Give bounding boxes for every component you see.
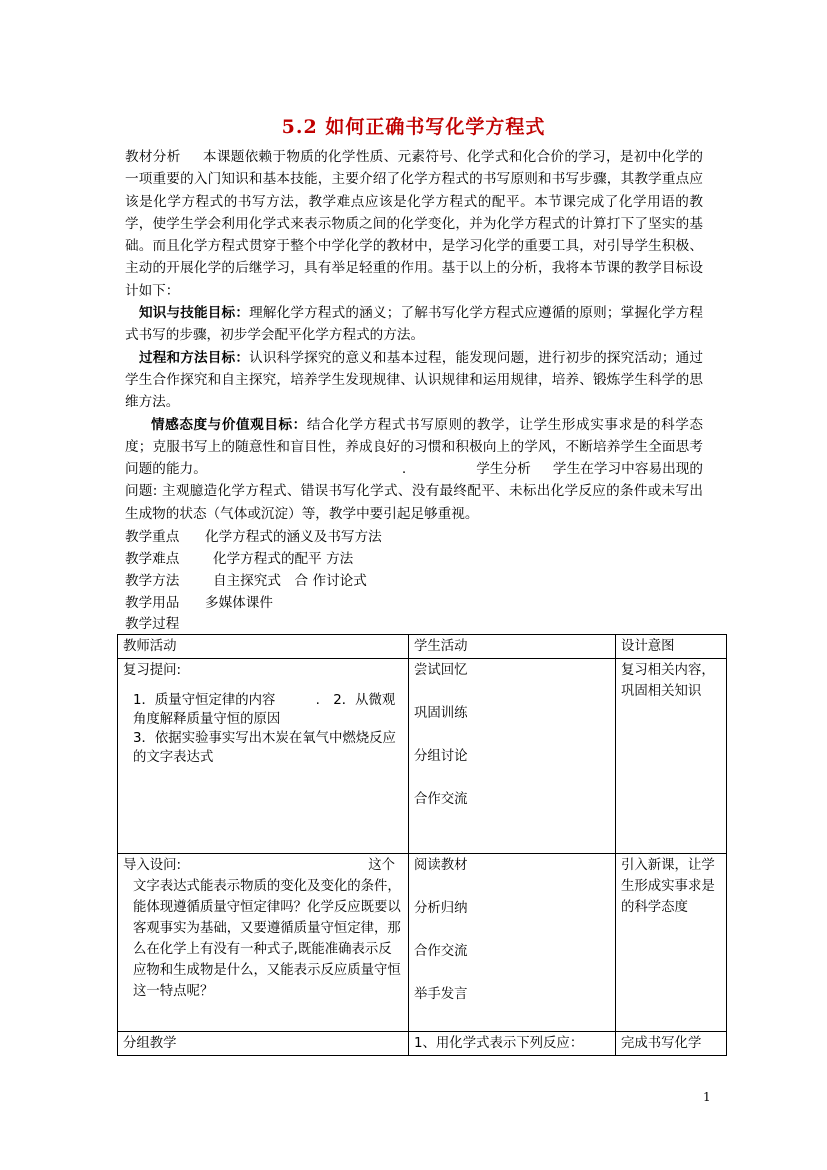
table-row xyxy=(118,854,727,1032)
table-row xyxy=(118,1032,727,1056)
goal-process-label: 过程和方法目标： xyxy=(139,349,250,366)
goal-process-text: 认识科学探究的意义和基本过程，能发现问题，进行初步的探究活动；通过学生合作探究和自主探究，培养学生发现规律、认识规律和运用规律，培养、锻炼学生科学的思维方法。 xyxy=(125,349,704,411)
row1-teacher xyxy=(118,659,409,854)
meta-materials xyxy=(125,592,273,614)
header-student: 学生活动 xyxy=(409,635,616,659)
student-activity: 分组讨论 xyxy=(414,749,468,764)
meta-key-point xyxy=(125,526,382,548)
doc-title: 5.2 如何正确书写化学方程式 xyxy=(281,116,546,138)
row3-teacher: 分组教学 xyxy=(118,1032,409,1056)
header-teacher: 教师活动 xyxy=(118,635,409,659)
table-header-row xyxy=(118,635,727,659)
page-number: 1 xyxy=(703,1090,711,1104)
analysis-label: 教材分析 xyxy=(125,149,181,165)
goal-emotion-dot: . xyxy=(401,461,407,478)
meta-value: 多媒体课件 xyxy=(205,595,273,611)
row1-intent: 复习相关内容，巩固相关知识 xyxy=(616,659,727,854)
row2-intent: 引入新课，让学生形成实事求是的科学态度 xyxy=(616,854,727,1032)
meta-label: 教学用品 xyxy=(125,595,180,611)
row2-teacher-head xyxy=(123,855,403,876)
student-activity: 尝试回忆 xyxy=(414,663,468,678)
meta-label: 教学难点 xyxy=(125,551,180,567)
analysis-text: 本课题依赖于物质的化学性质、元素符号、化学式和化合价的学习，是初中化学的一项重要的入门知识和基本技能，主要介绍了化学方程式的书写原则和书写步骤，其教学重点应该是化学方程式的书写方法，教学难点应该是化学方程式的配平。本节课完成了化学用语的教学，使学生学会利用化学式来表示物质之间的化学变化，并为化学方程式的计算打下了坚实的基础。而且化学方程式贯穿于整个中学化学的教材中，是学习化学的重要工具，对引导学生积极、主动的开展化学的后继学习，具有举足轻重的作用。基于以上的分析，我将本节课的教学目标设计如下： xyxy=(125,149,704,299)
meta-value: 化学方程式的配平 方法 xyxy=(213,551,354,567)
meta-difficulty xyxy=(125,548,353,570)
row2-teacher xyxy=(118,854,409,1032)
student-activity: 巩固训练 xyxy=(414,706,468,721)
lesson-table xyxy=(117,634,727,1056)
goal-knowledge xyxy=(125,302,703,347)
student-activity: 分析归纳 xyxy=(414,901,468,916)
meta-label: 教学过程 xyxy=(125,616,180,632)
goal-emotion xyxy=(125,414,703,525)
row2-teacher-title: 导入设问: xyxy=(123,858,182,873)
row1-items xyxy=(123,681,403,767)
list-item: 3．依据实验事实写出木炭在氧气中燃烧反应的文字表达式 xyxy=(133,731,396,765)
row1-teacher-title: 复习提问: xyxy=(123,663,182,678)
goal-process xyxy=(125,347,703,414)
analysis-paragraph xyxy=(125,146,703,302)
header-intent: 设计意图 xyxy=(616,635,727,659)
student-analysis-text: 学生在学习中容易出现的问题: 主观臆造化学方程式、错误书写化学式、没有最终配平、未标出化学反应的条件或未写出生成物的状态（气体或沉淀）等，教学中要引起足够重视。 xyxy=(125,461,704,522)
meta-value: 化学方程式的涵义及书写方法 xyxy=(205,529,382,545)
row1-student xyxy=(409,659,616,854)
list-item: 1．质量守恒定律的内容 . 2．从微观角度解释质量守恒的原因 xyxy=(133,693,396,727)
student-activity: 合作交流 xyxy=(414,944,468,959)
row3-student: 1、用化学式表示下列反应： xyxy=(409,1032,616,1056)
meta-label: 教学方法 xyxy=(125,573,180,589)
row3-intent: 完成书写化学 xyxy=(616,1032,727,1056)
meta-process xyxy=(125,613,205,635)
student-analysis-label: 学生分析 xyxy=(476,461,531,478)
student-activity: 阅读教材 xyxy=(414,858,468,873)
goal-knowledge-label: 知识与技能目标： xyxy=(139,305,250,322)
meta-label: 教学重点 xyxy=(125,529,180,545)
doc-body xyxy=(125,146,703,525)
student-activity: 合作交流 xyxy=(414,792,468,807)
meta-method xyxy=(125,570,367,592)
goal-emotion-text: 结合化学方程式书写原则的教学，让学生形成实事求是的科学态度；克服书写上的随意性和盲目性，养成良好的习惯和积极向上的学风，不断培养学生全面思考问题的能力。 xyxy=(125,416,704,478)
row2-teacher-text: 文字表达式能表示物质的变化及变化的条件，能体现遵循质量守恒定律吗？化学反应既要以客观事实为基础，又要遵循质量守恒定律，那么在化学上有没有一种式子,既能准确表示反应物和生成物是什么，又能表示反应质量守恒这一特点呢？ xyxy=(133,879,401,999)
table-row xyxy=(118,659,727,854)
meta-value: 自主探究式 合 作讨论式 xyxy=(213,573,367,589)
goal-knowledge-text: 理解化学方程式的涵义；了解书写化学方程式应遵循的原则；掌握化学方程式书写的步骤，初步学会配平化学方程式的方法。 xyxy=(125,305,704,344)
student-activity: 举手发言 xyxy=(414,987,468,1002)
row2-student xyxy=(409,854,616,1032)
goal-emotion-label: 情感态度与价值观目标： xyxy=(151,416,307,433)
row2-teacher-tail: 这个 xyxy=(368,858,395,873)
